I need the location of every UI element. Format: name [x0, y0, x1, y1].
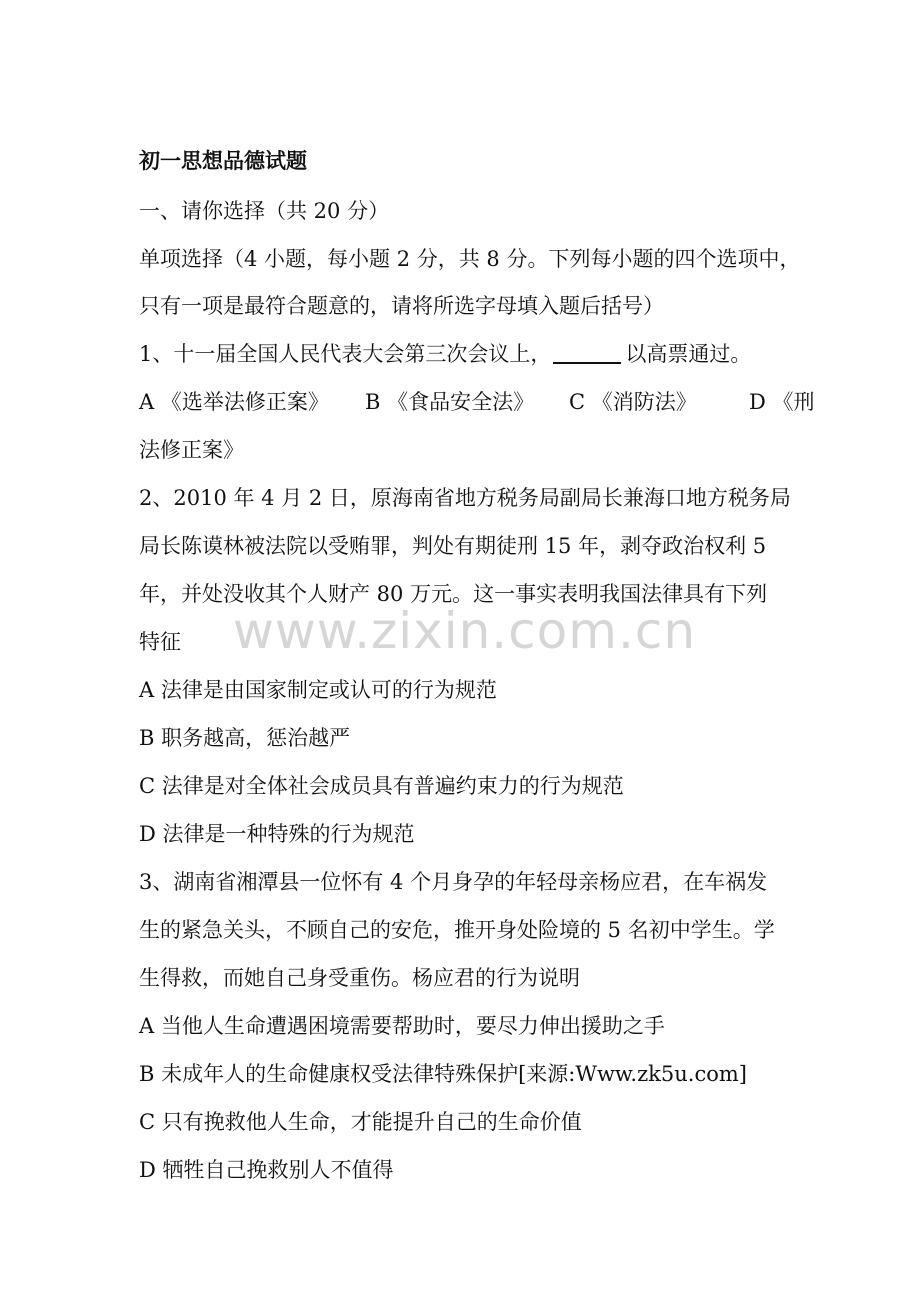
question-3-option-d: D 牺牲自己挽救别人不值得: [139, 1158, 394, 1182]
question-2-option-c: C 法律是对全体社会成员具有普遍约束力的行为规范: [139, 774, 624, 798]
instructions-line-1: 单项选择（4 小题，每小题 2 分，共 8 分。下列每小题的四个选项中，: [139, 247, 801, 271]
question-1-stem-end: 以高票通过。: [625, 342, 752, 366]
answer-blank: [553, 340, 621, 364]
question-1-stem: [139, 339, 799, 369]
question-2-option-a: A 法律是由国家制定或认可的行为规范: [139, 678, 497, 702]
question-1-option-c: C 《消防法》: [569, 390, 697, 414]
question-2-stem-line-3: 年，并处没收其个人财产 80 万元。这一事实表明我国法律具有下列: [139, 582, 768, 606]
question-1-option-d-continued: 法修正案》: [139, 438, 244, 462]
question-2-option-d: D 法律是一种特殊的行为规范: [139, 822, 415, 846]
question-2-stem-line-4: 特征: [139, 630, 181, 654]
watermark: www.zixin.com.cn: [233, 602, 697, 660]
question-3-stem-line-3: 生得救，而她自己身受重伤。杨应君的行为说明: [139, 966, 580, 990]
question-3-stem-line-1: 3、湖南省湘潭县一位怀有 4 个月身孕的年轻母亲杨应君，在车祸发: [139, 870, 768, 894]
question-3-stem-line-2: 生的紧急关头，不顾自己的安危，推开身处险境的 5 名初中学生。学: [139, 918, 775, 942]
section-heading: 一、请你选择（共 20 分）: [139, 199, 390, 223]
document-title: 初一思想品德试题: [139, 148, 307, 173]
question-1-option-a: A 《选举法修正案》: [139, 390, 329, 414]
question-1-options: [139, 387, 815, 417]
instructions-line-2: 只有一项是最符合题意的，请将所选字母填入题后括号）: [139, 294, 664, 318]
question-2-stem-line-2: 局长陈谟林被法院以受贿罪，判处有期徒刑 15 年，剥夺政治权利 5: [139, 534, 767, 558]
question-2-option-b: B 职务越高，惩治越严: [139, 726, 351, 750]
question-3-option-c: C 只有挽救他人生命，才能提升自己的生命价值: [139, 1110, 582, 1134]
question-2-stem-line-1: 2、2010 年 4 月 2 日，原海南省地方税务局副局长兼海口地方税务局: [139, 486, 791, 510]
question-3-option-a: A 当他人生命遭遇困境需要帮助时，要尽力伸出援助之手: [139, 1014, 665, 1038]
question-1-option-b: B 《食品安全法》: [365, 390, 535, 414]
question-1-stem-text: 1、十一届全国人民代表大会第三次会议上，: [139, 342, 552, 366]
question-3-option-b: B 未成年人的生命健康权受法律特殊保护[来源:Www.zk5u.com]: [139, 1062, 747, 1086]
question-1-option-d: D 《刑: [749, 390, 815, 414]
